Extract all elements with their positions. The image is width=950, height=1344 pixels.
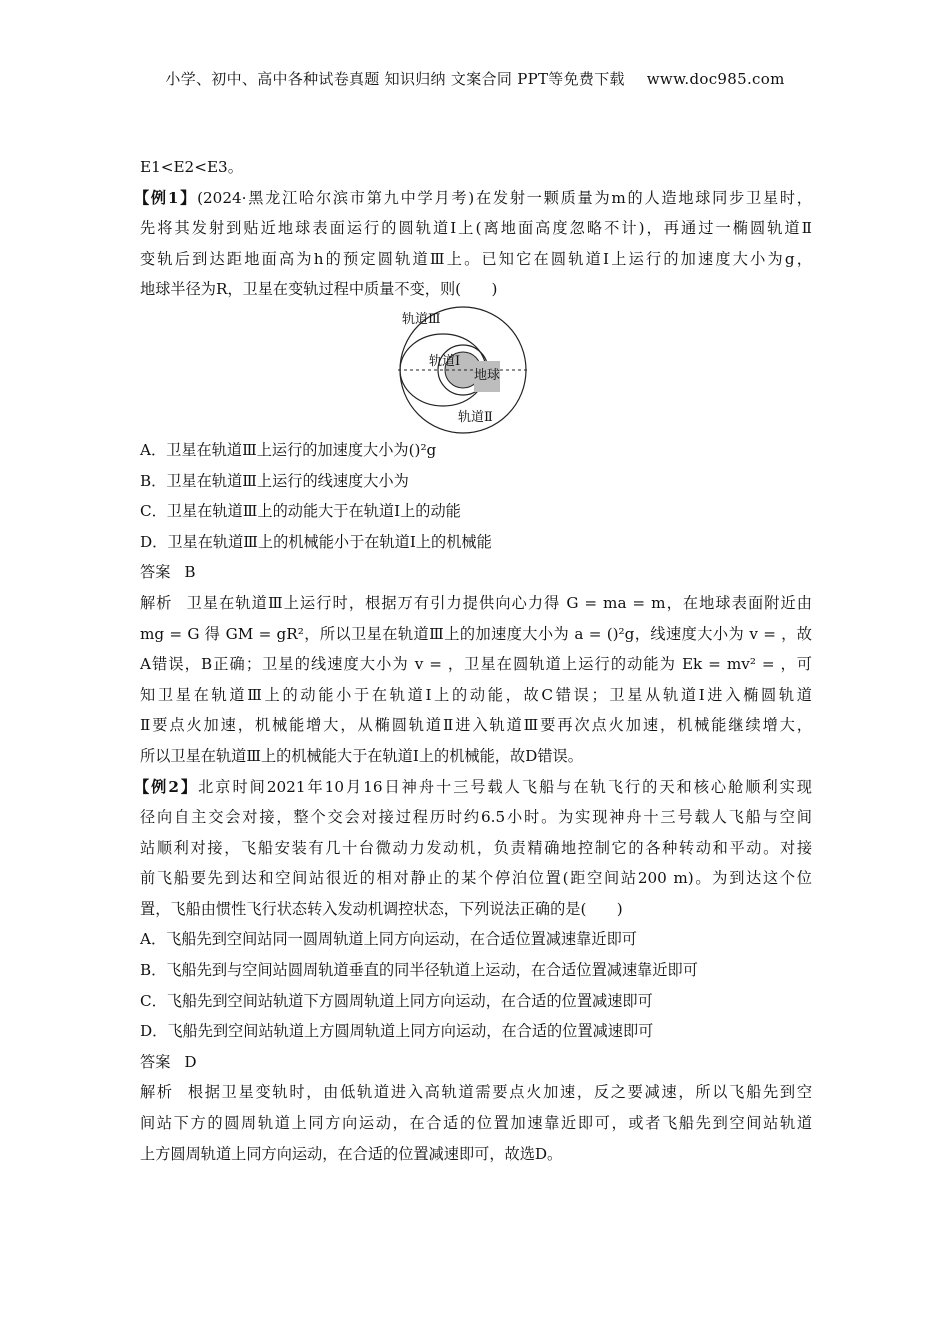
orbit1-label: 轨道Ⅰ [429,353,461,369]
page-header [0,68,950,89]
example1-line-3: 变轨后到达距地面高为h的预定圆轨道Ⅲ上。已知它在圆轨道Ⅰ上运行的加速度大小为g， [140,249,812,268]
example2-answer-value: D [184,1052,197,1071]
example1-analysis-2: mg = G 得 GM = gR²，所以卫星在轨道Ⅲ上的加速度大小为 a = ()²g，线速度大小为 v = ，故 [140,624,812,643]
example1-tag: 【例1】 [134,188,198,207]
example2-option-c: C．飞船先到空间站轨道下方圆周轨道上同方向运动，在合适的位置减速即可 [140,991,653,1010]
example2-line-5: 置，飞船由惯性飞行状态转入发动机调控状态，下列说法正确的是( ) [140,899,623,918]
example1-line-4: 地球半径为R，卫星在变轨过程中质量不变，则( ) [140,280,498,299]
example2-analysis-1 [140,1077,812,1108]
header-url[interactable]: www.doc985.com [646,70,785,88]
orbit-diagram [140,305,812,435]
example1-line-1 [134,183,812,214]
earth-label: 地球 [474,361,500,392]
example2-analysis-3: 上方圆周轨道上同方向运动，在合适的位置减速即可，故选D。 [140,1144,563,1163]
example1-analysis-3: A错误，B正确；卫星的线速度大小为 v = ，卫星在圆轨道上运行的动能为 Ek = mv² = ，可 [140,655,812,674]
example2-line-3: 站顺利对接，飞船安装有几十台微动力发动机，负责精确地控制它的各种转动和平动。对接 [140,838,812,857]
header-text: 小学、初中、高中各种试卷真题 知识归纳 文案合同 PPT等免费下载 [165,70,625,88]
example1-line-2: 先将其发射到贴近地球表面运行的圆轨道Ⅰ上(离地面高度忽略不计)，再通过一椭圆轨道Ⅱ [140,219,812,238]
example2-text-1: 北京时间2021年10月16日神舟十三号载人飞船与在轨飞行的天和核心舱顺利实现 [198,777,812,796]
example1-analysis-label: 解析 [140,593,173,612]
example1-answer-value: B [184,563,196,582]
example2-answer [140,1047,812,1078]
example2-line-4: 前飞船要先到达和空间站很近的相对静止的某个停泊位置(距空间站200 m)。为到达这个位 [140,869,812,888]
example1-analysis-6: 所以卫星在轨道Ⅲ上的机械能大于在轨道Ⅰ上的机械能，故D错误。 [140,746,583,765]
example2-analysis-text-1: 根据卫星变轨时，由低轨道进入高轨道需要点火加速，反之要减速，所以飞船先到空 [187,1083,813,1102]
example1-analysis-text-1: 卫星在轨道Ⅲ上运行时，根据万有引力提供向心力得 G = ma = m，在地球表面附近由 [186,593,812,612]
example2-tag: 【例2】 [134,777,199,796]
example2-line-2: 径向自主交会对接，整个交会对接过程历时约6.5小时。为实现神舟十三号载人飞船与空间 [140,808,812,827]
example1-option-d: D．卫星在轨道Ⅲ上的机械能小于在轨道Ⅰ上的机械能 [140,532,492,551]
example1-answer-label: 答案 [140,563,171,582]
example1-analysis-4: 知卫星在轨道Ⅲ上的动能小于在轨道Ⅰ上的动能，故C错误；卫星从轨道Ⅰ进入椭圆轨道 [140,685,812,704]
example2-answer-label: 答案 [140,1052,171,1071]
intro-line: E1<E2<E3。 [140,158,243,176]
example1-option-c: C．卫星在轨道Ⅲ上的动能大于在轨道Ⅰ上的动能 [140,502,461,521]
example1-answer [140,557,812,588]
orbit2-label: 轨道Ⅱ [458,409,493,425]
example2-analysis-label: 解析 [140,1083,174,1102]
document-body [134,152,813,1169]
example1-option-a: A．卫星在轨道Ⅲ上运行的加速度大小为()²g [140,440,437,459]
example1-analysis-1 [140,588,812,619]
example2-option-d: D．飞船先到空间站轨道上方圆周轨道上同方向运动，在合适的位置减速即可 [140,1022,654,1041]
example1-option-b: B．卫星在轨道Ⅲ上运行的线速度大小为 [140,471,409,490]
example2-option-b: B．飞船先到与空间站圆周轨道垂直的同半径轨道上运动，在合适位置减速靠近即可 [140,961,698,980]
example1-analysis-5: Ⅱ要点火加速，机械能增大，从椭圆轨道Ⅱ进入轨道Ⅲ要再次点火加速，机械能继续增大， [140,716,812,735]
example2-option-a: A．飞船先到空间站同一圆周轨道上同方向运动，在合适位置减速靠近即可 [140,930,637,949]
example1-text-1: (2024·黑龙江哈尔滨市第九中学月考)在发射一颗质量为m的人造地球同步卫星时， [197,188,812,207]
orbit3-label: 轨道Ⅲ [402,311,441,327]
example2-analysis-2: 间站下方的圆周轨道上同方向运动，在合适的位置加速靠近即可，或者飞船先到空间站轨道 [140,1114,812,1133]
example2-line-1 [134,772,812,803]
